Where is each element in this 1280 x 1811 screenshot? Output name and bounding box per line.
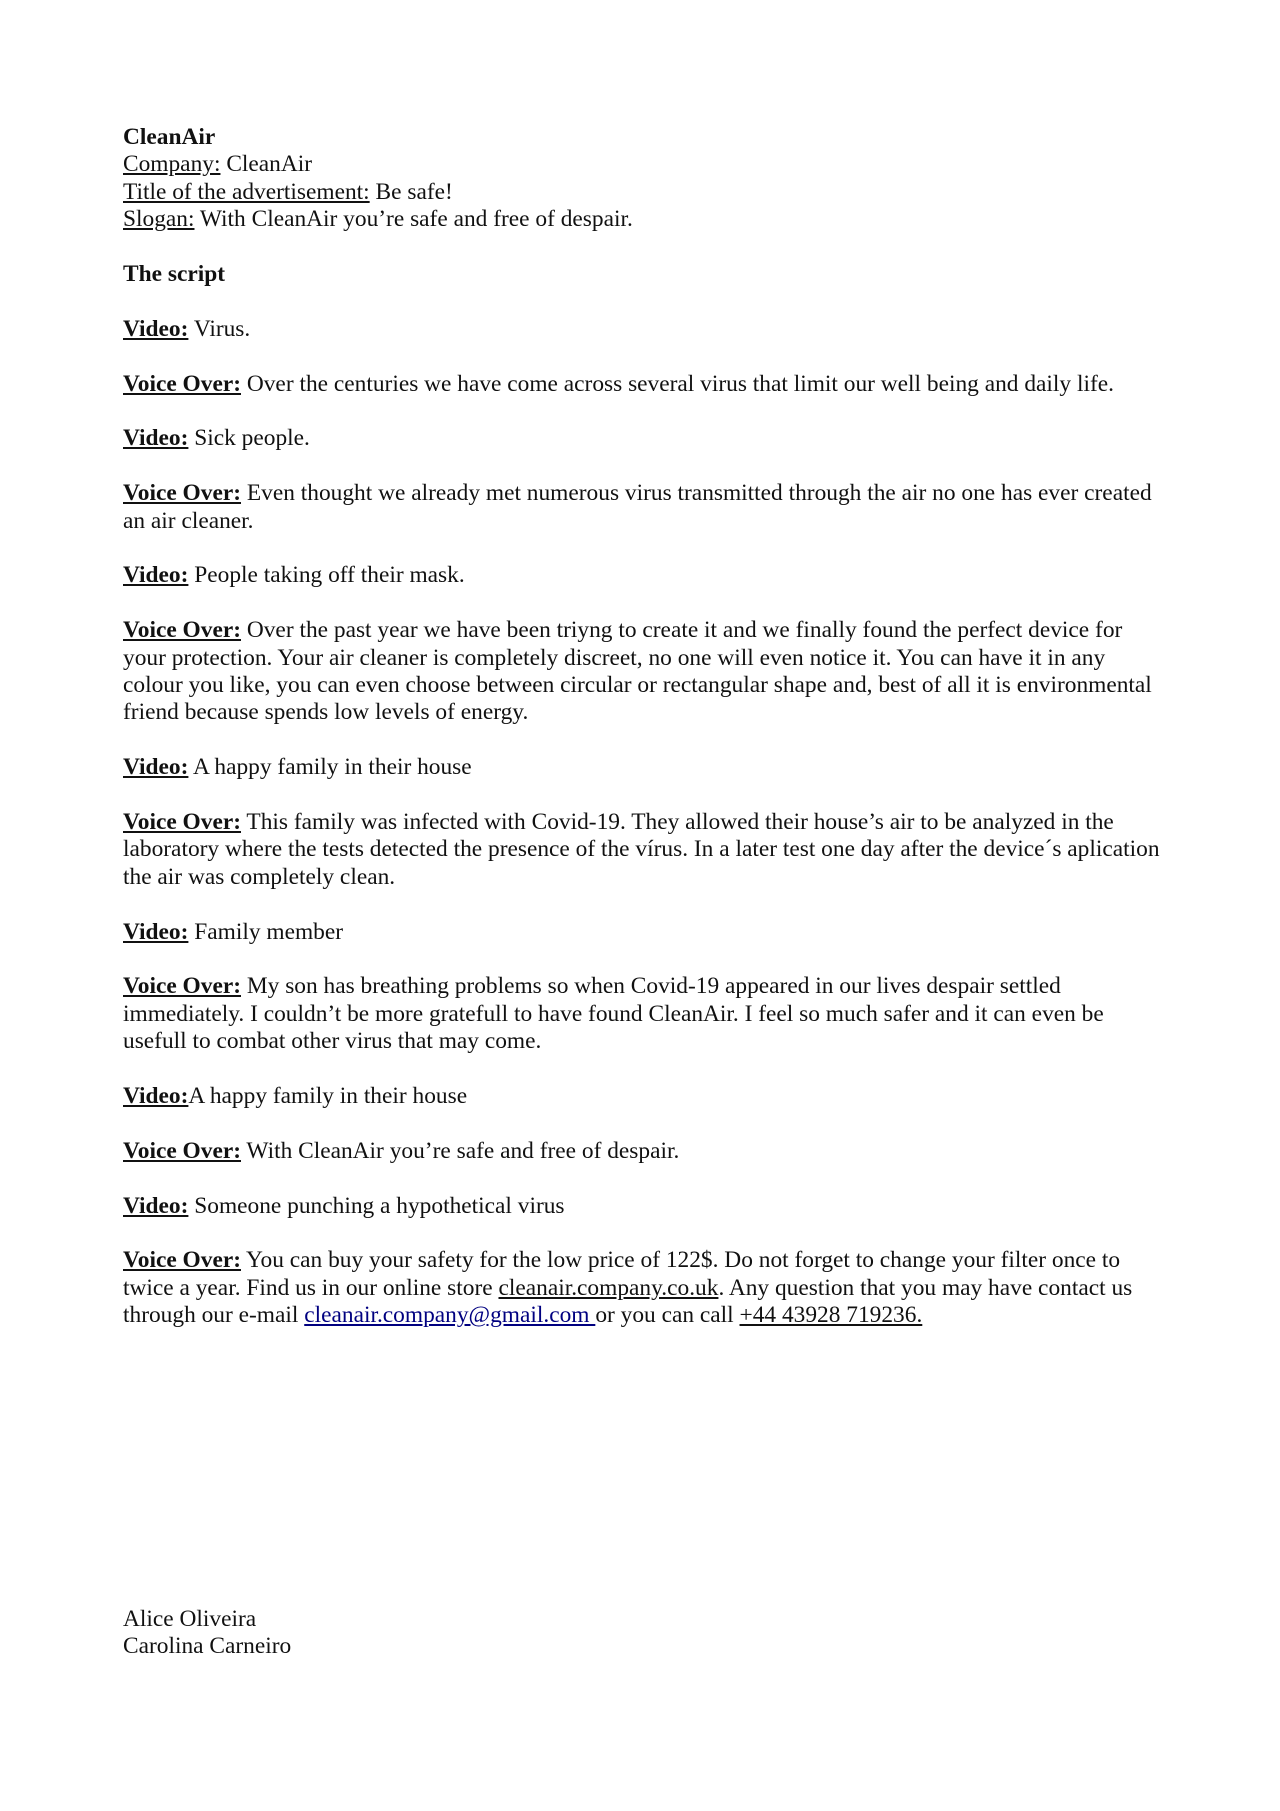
- company-value: CleanAir: [220, 151, 313, 178]
- block-text: Sick people.: [188, 425, 310, 452]
- block-text: Over the past year we have been triyng to create it and we finally found the perfect device for your protection. Your air cleaner is completely discreet, no one will even notice it. You can have it in any colour you like, you can even choose between circular or rectangular shape and, best of all it is environmental friend because spends low levels of energy.: [123, 617, 1152, 726]
- block-label: Voice Over:: [123, 370, 241, 397]
- slogan-label: Slogan:: [123, 206, 195, 233]
- author-name: Carolina Carneiro: [123, 1633, 292, 1660]
- store-link[interactable]: cleanair.company.co.uk: [498, 1274, 719, 1301]
- script-block-video: [123, 562, 1163, 589]
- block-label: Voice Over:: [123, 1137, 241, 1164]
- script-block-voice-over: [123, 1138, 1163, 1165]
- block-text: Family member: [188, 918, 344, 945]
- block-label: Voice Over:: [123, 973, 241, 1000]
- block-label: Voice Over:: [123, 809, 241, 836]
- script-block-voice-over: [123, 973, 1163, 1055]
- script-block-video: [123, 1193, 1163, 1220]
- block-label: Voice Over:: [123, 480, 241, 507]
- ad-title-value: Be safe!: [369, 178, 453, 205]
- block-text: . Any question that you may have contact us through our e-mail: [123, 1274, 1133, 1329]
- block-text: You can buy your safety for the low price of 122$. Do not forget to change your filter once to twice a year. Find us in our online store: [123, 1247, 1121, 1301]
- document-title: CleanAir: [123, 124, 216, 150]
- script-block-video: [123, 754, 1163, 781]
- block-text: Someone punching a hypothetical virus: [188, 1192, 565, 1219]
- block-text: A happy family in their house: [188, 754, 472, 781]
- block-label: Video:: [123, 754, 189, 781]
- block-text: With CleanAir you’re safe and free of despair.: [241, 1137, 680, 1164]
- slogan-value: With CleanAir you’re safe and free of despair.: [194, 206, 633, 233]
- script-block-video: [123, 425, 1163, 452]
- block-text: People taking off their mask.: [188, 562, 465, 589]
- block-text: This family was infected with Covid-19. They allowed their house’s air to be analyzed in the laboratory where the tests detected the presence of the vírus. In a later test one day after the device´s aplication the air was completely clean.: [123, 809, 1160, 890]
- script-block-video: [123, 919, 1163, 946]
- script-block-video: [123, 1083, 1163, 1110]
- authors-block: [123, 1606, 291, 1661]
- ad-title-label: Title of the advertisement:: [123, 178, 370, 205]
- block-label: Video:: [123, 562, 189, 589]
- script-heading: The script: [123, 261, 226, 288]
- block-label: Video:: [123, 1192, 189, 1219]
- block-label: Video:: [123, 425, 189, 452]
- script-block-voice-over: [123, 809, 1163, 891]
- block-text: Even thought we already met numerous virus transmitted through the air no one has ever created an air cleaner.: [123, 480, 1152, 534]
- block-label: Video:: [123, 315, 189, 342]
- script-block-voice-over: [123, 617, 1163, 727]
- block-text: or you can call: [595, 1302, 740, 1329]
- block-text: Over the centuries we have come across several virus that limit our well being and daily life.: [241, 370, 1114, 397]
- email-link[interactable]: cleanair.company@gmail.com: [304, 1302, 596, 1329]
- block-label: Video:: [123, 918, 189, 945]
- block-label: Voice Over:: [123, 617, 241, 644]
- company-line: [123, 151, 1163, 178]
- script-block-voice-over: [123, 480, 1163, 535]
- block-text: My son has breathing problems so when Covid-19 appeared in our lives despair settled immediately. I couldn’t be more gratefull to have found CleanAir. I feel so much safer and it can even be usefull to combat other virus that may come.: [123, 973, 1104, 1055]
- block-label: Video:: [123, 1083, 189, 1110]
- block-label: Voice Over:: [123, 1247, 241, 1274]
- ad-title-line: [123, 179, 1163, 206]
- script-block-video: [123, 316, 1163, 343]
- company-label: Company:: [123, 151, 221, 178]
- block-text: Virus.: [188, 315, 251, 342]
- phone-link[interactable]: +44 43928 719236.: [739, 1302, 923, 1329]
- author-name: Alice Oliveira: [123, 1606, 257, 1632]
- block-text: A happy family in their house: [188, 1083, 468, 1110]
- document-body: [123, 124, 1163, 1330]
- script-block-voice-over: [123, 371, 1163, 398]
- slogan-line: [123, 206, 1163, 233]
- script-block-final-voice-over: [123, 1247, 1163, 1329]
